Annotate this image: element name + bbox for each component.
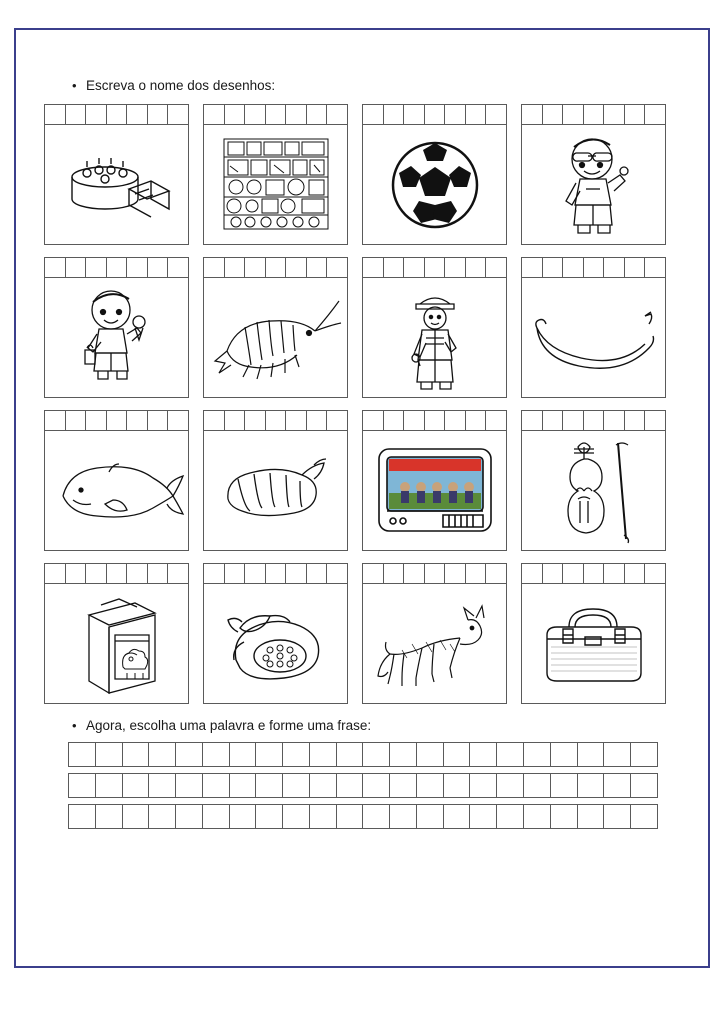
letter-box[interactable] bbox=[127, 411, 148, 430]
letter-box[interactable] bbox=[417, 743, 444, 766]
letter-box[interactable] bbox=[445, 564, 466, 583]
letter-box[interactable] bbox=[225, 564, 246, 583]
letter-row[interactable] bbox=[44, 410, 189, 431]
letter-box[interactable] bbox=[390, 805, 417, 828]
letter-box[interactable] bbox=[86, 411, 107, 430]
letter-row[interactable] bbox=[203, 563, 348, 584]
letter-box[interactable] bbox=[645, 411, 666, 430]
letter-box[interactable] bbox=[631, 743, 658, 766]
letter-box[interactable] bbox=[307, 411, 328, 430]
letter-box[interactable] bbox=[69, 743, 96, 766]
letter-box[interactable] bbox=[168, 564, 189, 583]
letter-box[interactable] bbox=[563, 564, 584, 583]
letter-box[interactable] bbox=[584, 564, 605, 583]
letter-box[interactable] bbox=[310, 774, 337, 797]
letter-box[interactable] bbox=[543, 564, 564, 583]
instruction-top bbox=[72, 78, 682, 94]
drawing-cell-lobo bbox=[362, 563, 507, 704]
letter-box[interactable] bbox=[286, 258, 307, 277]
letter-box[interactable] bbox=[445, 411, 466, 430]
violin-icon bbox=[548, 435, 640, 547]
letter-box[interactable] bbox=[107, 105, 128, 124]
picture-box bbox=[203, 125, 348, 245]
letter-row[interactable] bbox=[44, 563, 189, 584]
letter-row[interactable] bbox=[521, 257, 666, 278]
drawing-cell-banana bbox=[521, 257, 666, 398]
letter-box[interactable] bbox=[578, 774, 605, 797]
letter-box[interactable] bbox=[225, 411, 246, 430]
letter-box[interactable] bbox=[245, 411, 266, 430]
letter-box[interactable] bbox=[45, 411, 66, 430]
letter-box[interactable] bbox=[256, 805, 283, 828]
drawing-cell-bazar bbox=[203, 104, 348, 245]
picture-box bbox=[521, 584, 666, 704]
letter-box[interactable] bbox=[625, 411, 646, 430]
letter-box[interactable] bbox=[45, 258, 66, 277]
drawing-cell-bolo bbox=[44, 104, 189, 245]
letter-box[interactable] bbox=[266, 564, 287, 583]
letter-row[interactable] bbox=[44, 257, 189, 278]
sentence-line[interactable] bbox=[68, 773, 658, 798]
cake-icon bbox=[57, 137, 177, 233]
letter-box[interactable] bbox=[645, 258, 666, 277]
letter-box[interactable] bbox=[127, 105, 148, 124]
instruction-bottom-label: Agora, escolha uma palavra e forme uma frase: bbox=[86, 718, 372, 734]
letter-box[interactable] bbox=[127, 258, 148, 277]
letter-box[interactable] bbox=[417, 805, 444, 828]
letter-box[interactable] bbox=[486, 411, 507, 430]
letter-box[interactable] bbox=[148, 258, 169, 277]
drawing-cell-leite bbox=[44, 563, 189, 704]
letter-box[interactable] bbox=[417, 774, 444, 797]
letter-box[interactable] bbox=[230, 805, 257, 828]
letter-box[interactable] bbox=[444, 743, 471, 766]
letter-box[interactable] bbox=[578, 805, 605, 828]
letter-box[interactable] bbox=[384, 105, 405, 124]
eggplant-icon bbox=[216, 447, 336, 535]
letter-box[interactable] bbox=[363, 805, 390, 828]
letter-box[interactable] bbox=[486, 258, 507, 277]
whale-icon bbox=[49, 452, 185, 530]
letter-box[interactable] bbox=[363, 105, 384, 124]
letter-box[interactable] bbox=[470, 805, 497, 828]
drawing-cell-berinjela bbox=[203, 410, 348, 551]
letter-box[interactable] bbox=[543, 258, 564, 277]
letter-row[interactable] bbox=[521, 563, 666, 584]
drawing-cell-bola bbox=[362, 104, 507, 245]
picture-box bbox=[521, 125, 666, 245]
picture-box bbox=[362, 278, 507, 398]
letter-box[interactable] bbox=[522, 411, 543, 430]
letter-box[interactable] bbox=[86, 564, 107, 583]
letter-box[interactable] bbox=[230, 743, 257, 766]
letter-box[interactable] bbox=[96, 774, 123, 797]
letter-box[interactable] bbox=[578, 743, 605, 766]
letter-box[interactable] bbox=[466, 258, 487, 277]
instruction-bottom bbox=[72, 718, 682, 734]
picture-box bbox=[362, 431, 507, 551]
letter-box[interactable] bbox=[466, 564, 487, 583]
letter-box[interactable] bbox=[524, 743, 551, 766]
letter-box[interactable] bbox=[45, 105, 66, 124]
instruction-top-label: Escreva o nome dos desenhos: bbox=[86, 78, 276, 93]
letter-row[interactable] bbox=[521, 410, 666, 431]
drawing-cell-bolsa bbox=[521, 563, 666, 704]
letter-box[interactable] bbox=[466, 411, 487, 430]
drawing-cell-carteiro bbox=[362, 257, 507, 398]
wolf-icon bbox=[372, 594, 498, 694]
letter-box[interactable] bbox=[266, 105, 287, 124]
letter-box[interactable] bbox=[466, 105, 487, 124]
picture-box bbox=[362, 125, 507, 245]
letter-box[interactable] bbox=[176, 774, 203, 797]
drawing-cell-baleia bbox=[44, 410, 189, 551]
letter-box[interactable] bbox=[123, 743, 150, 766]
letter-box[interactable] bbox=[425, 105, 446, 124]
letter-box[interactable] bbox=[551, 743, 578, 766]
letter-box[interactable] bbox=[522, 564, 543, 583]
letter-box[interactable] bbox=[310, 743, 337, 766]
letter-box[interactable] bbox=[445, 105, 466, 124]
toy-store-icon bbox=[216, 133, 336, 237]
letter-box[interactable] bbox=[551, 774, 578, 797]
letter-box[interactable] bbox=[604, 805, 631, 828]
letter-box[interactable] bbox=[203, 774, 230, 797]
letter-box[interactable] bbox=[470, 774, 497, 797]
shrimp-icon bbox=[209, 285, 343, 391]
letter-box[interactable] bbox=[66, 564, 87, 583]
letter-box[interactable] bbox=[204, 258, 225, 277]
picture-box bbox=[44, 584, 189, 704]
letter-box[interactable] bbox=[327, 564, 348, 583]
letter-box[interactable] bbox=[148, 411, 169, 430]
letter-box[interactable] bbox=[286, 105, 307, 124]
letter-box[interactable] bbox=[563, 258, 584, 277]
telephone-icon bbox=[214, 598, 338, 690]
letter-box[interactable] bbox=[645, 105, 666, 124]
letter-box[interactable] bbox=[470, 743, 497, 766]
picture-box bbox=[44, 431, 189, 551]
mailman-icon bbox=[392, 282, 478, 394]
letter-box[interactable] bbox=[486, 564, 507, 583]
letter-box[interactable] bbox=[123, 805, 150, 828]
letter-box[interactable] bbox=[584, 105, 605, 124]
letter-box[interactable] bbox=[286, 564, 307, 583]
letter-box[interactable] bbox=[107, 258, 128, 277]
letter-box[interactable] bbox=[584, 411, 605, 430]
letter-box[interactable] bbox=[168, 411, 189, 430]
letter-box[interactable] bbox=[563, 411, 584, 430]
letter-box[interactable] bbox=[66, 258, 87, 277]
drawings-grid bbox=[44, 104, 682, 704]
letter-box[interactable] bbox=[497, 805, 524, 828]
television-icon bbox=[373, 441, 497, 541]
letter-box[interactable] bbox=[204, 564, 225, 583]
letter-box[interactable] bbox=[245, 105, 266, 124]
letter-box[interactable] bbox=[604, 258, 625, 277]
letter-row[interactable] bbox=[203, 104, 348, 125]
letter-box[interactable] bbox=[404, 105, 425, 124]
picture-box bbox=[44, 125, 189, 245]
letter-box[interactable] bbox=[327, 258, 348, 277]
letter-box[interactable] bbox=[337, 805, 364, 828]
letter-box[interactable] bbox=[69, 805, 96, 828]
letter-box[interactable] bbox=[168, 258, 189, 277]
letter-box[interactable] bbox=[204, 411, 225, 430]
letter-box[interactable] bbox=[66, 411, 87, 430]
picture-box bbox=[203, 278, 348, 398]
worksheet-content bbox=[42, 78, 682, 835]
letter-box[interactable] bbox=[86, 105, 107, 124]
letter-box[interactable] bbox=[497, 743, 524, 766]
letter-box[interactable] bbox=[445, 258, 466, 277]
letter-box[interactable] bbox=[148, 564, 169, 583]
letter-box[interactable] bbox=[307, 564, 328, 583]
letter-box[interactable] bbox=[625, 258, 646, 277]
handbag-icon bbox=[533, 595, 655, 693]
letter-box[interactable] bbox=[524, 805, 551, 828]
letter-box[interactable] bbox=[404, 564, 425, 583]
letter-row[interactable] bbox=[203, 410, 348, 431]
letter-row[interactable] bbox=[521, 104, 666, 125]
letter-box[interactable] bbox=[404, 411, 425, 430]
sentence-line[interactable] bbox=[68, 804, 658, 829]
letter-box[interactable] bbox=[604, 411, 625, 430]
letter-box[interactable] bbox=[225, 105, 246, 124]
letter-row[interactable] bbox=[203, 257, 348, 278]
letter-box[interactable] bbox=[384, 564, 405, 583]
letter-box[interactable] bbox=[327, 105, 348, 124]
letter-box[interactable] bbox=[245, 564, 266, 583]
letter-box[interactable] bbox=[543, 411, 564, 430]
letter-box[interactable] bbox=[86, 258, 107, 277]
drawing-cell-telefone bbox=[203, 563, 348, 704]
letter-box[interactable] bbox=[96, 743, 123, 766]
letter-box[interactable] bbox=[149, 805, 176, 828]
letter-box[interactable] bbox=[497, 774, 524, 797]
letter-box[interactable] bbox=[245, 258, 266, 277]
letter-box[interactable] bbox=[123, 774, 150, 797]
letter-box[interactable] bbox=[404, 258, 425, 277]
drawing-cell-camarao bbox=[203, 257, 348, 398]
picture-box bbox=[203, 584, 348, 704]
letter-box[interactable] bbox=[604, 774, 631, 797]
letter-box[interactable] bbox=[524, 774, 551, 797]
picture-box bbox=[521, 278, 666, 398]
letter-box[interactable] bbox=[363, 743, 390, 766]
boy-cartoon-icon bbox=[546, 129, 642, 241]
letter-box[interactable] bbox=[107, 411, 128, 430]
letter-box[interactable] bbox=[310, 805, 337, 828]
letter-box[interactable] bbox=[69, 774, 96, 797]
letter-box[interactable] bbox=[604, 743, 631, 766]
letter-box[interactable] bbox=[486, 105, 507, 124]
bullet-icon: • bbox=[72, 718, 77, 734]
letter-box[interactable] bbox=[363, 774, 390, 797]
milk-carton-icon bbox=[69, 589, 165, 699]
letter-box[interactable] bbox=[363, 411, 384, 430]
letter-row[interactable] bbox=[362, 104, 507, 125]
letter-box[interactable] bbox=[286, 411, 307, 430]
letter-box[interactable] bbox=[256, 774, 283, 797]
letter-box[interactable] bbox=[66, 105, 87, 124]
drawing-cell-televisao bbox=[362, 410, 507, 551]
letter-box[interactable] bbox=[203, 743, 230, 766]
sentence-answer-area bbox=[68, 742, 658, 829]
letter-box[interactable] bbox=[631, 805, 658, 828]
letter-box[interactable] bbox=[149, 743, 176, 766]
picture-box bbox=[362, 584, 507, 704]
letter-box[interactable] bbox=[283, 774, 310, 797]
letter-box[interactable] bbox=[203, 805, 230, 828]
picture-box bbox=[521, 431, 666, 551]
drawing-cell-sorvete bbox=[44, 257, 189, 398]
sentence-line[interactable] bbox=[68, 742, 658, 767]
letter-box[interactable] bbox=[551, 805, 578, 828]
letter-box[interactable] bbox=[266, 411, 287, 430]
letter-box[interactable] bbox=[307, 105, 328, 124]
letter-box[interactable] bbox=[425, 258, 446, 277]
girl-with-icecream-icon bbox=[69, 282, 165, 394]
drawing-cell-menino bbox=[521, 104, 666, 245]
letter-box[interactable] bbox=[45, 564, 66, 583]
letter-box[interactable] bbox=[107, 564, 128, 583]
letter-box[interactable] bbox=[283, 743, 310, 766]
letter-box[interactable] bbox=[604, 564, 625, 583]
letter-box[interactable] bbox=[563, 105, 584, 124]
letter-box[interactable] bbox=[425, 564, 446, 583]
letter-box[interactable] bbox=[543, 105, 564, 124]
letter-box[interactable] bbox=[363, 258, 384, 277]
letter-box[interactable] bbox=[307, 258, 328, 277]
letter-box[interactable] bbox=[444, 774, 471, 797]
banana-icon bbox=[529, 298, 659, 378]
letter-box[interactable] bbox=[127, 564, 148, 583]
letter-box[interactable] bbox=[384, 411, 405, 430]
letter-box[interactable] bbox=[444, 805, 471, 828]
letter-box[interactable] bbox=[337, 774, 364, 797]
letter-box[interactable] bbox=[266, 258, 287, 277]
letter-box[interactable] bbox=[625, 105, 646, 124]
picture-box bbox=[203, 431, 348, 551]
letter-box[interactable] bbox=[176, 743, 203, 766]
letter-row[interactable] bbox=[44, 104, 189, 125]
letter-box[interactable] bbox=[256, 743, 283, 766]
letter-box[interactable] bbox=[631, 774, 658, 797]
letter-box[interactable] bbox=[522, 258, 543, 277]
letter-box[interactable] bbox=[390, 774, 417, 797]
bullet-icon: • bbox=[72, 78, 77, 93]
letter-box[interactable] bbox=[225, 258, 246, 277]
drawing-cell-violino bbox=[521, 410, 666, 551]
letter-box[interactable] bbox=[645, 564, 666, 583]
letter-box[interactable] bbox=[625, 564, 646, 583]
letter-box[interactable] bbox=[168, 105, 189, 124]
letter-box[interactable] bbox=[230, 774, 257, 797]
letter-box[interactable] bbox=[96, 805, 123, 828]
letter-box[interactable] bbox=[176, 805, 203, 828]
letter-box[interactable] bbox=[604, 105, 625, 124]
letter-box[interactable] bbox=[522, 105, 543, 124]
letter-row[interactable] bbox=[362, 257, 507, 278]
letter-box[interactable] bbox=[327, 411, 348, 430]
letter-box[interactable] bbox=[425, 411, 446, 430]
soccer-ball-icon bbox=[383, 133, 487, 237]
letter-box[interactable] bbox=[390, 743, 417, 766]
letter-row[interactable] bbox=[362, 410, 507, 431]
picture-box bbox=[44, 278, 189, 398]
letter-box[interactable] bbox=[148, 105, 169, 124]
letter-box[interactable] bbox=[204, 105, 225, 124]
letter-box[interactable] bbox=[149, 774, 176, 797]
letter-box[interactable] bbox=[384, 258, 405, 277]
letter-box[interactable] bbox=[337, 743, 364, 766]
letter-row[interactable] bbox=[362, 563, 507, 584]
letter-box[interactable] bbox=[584, 258, 605, 277]
letter-box[interactable] bbox=[363, 564, 384, 583]
letter-box[interactable] bbox=[283, 805, 310, 828]
